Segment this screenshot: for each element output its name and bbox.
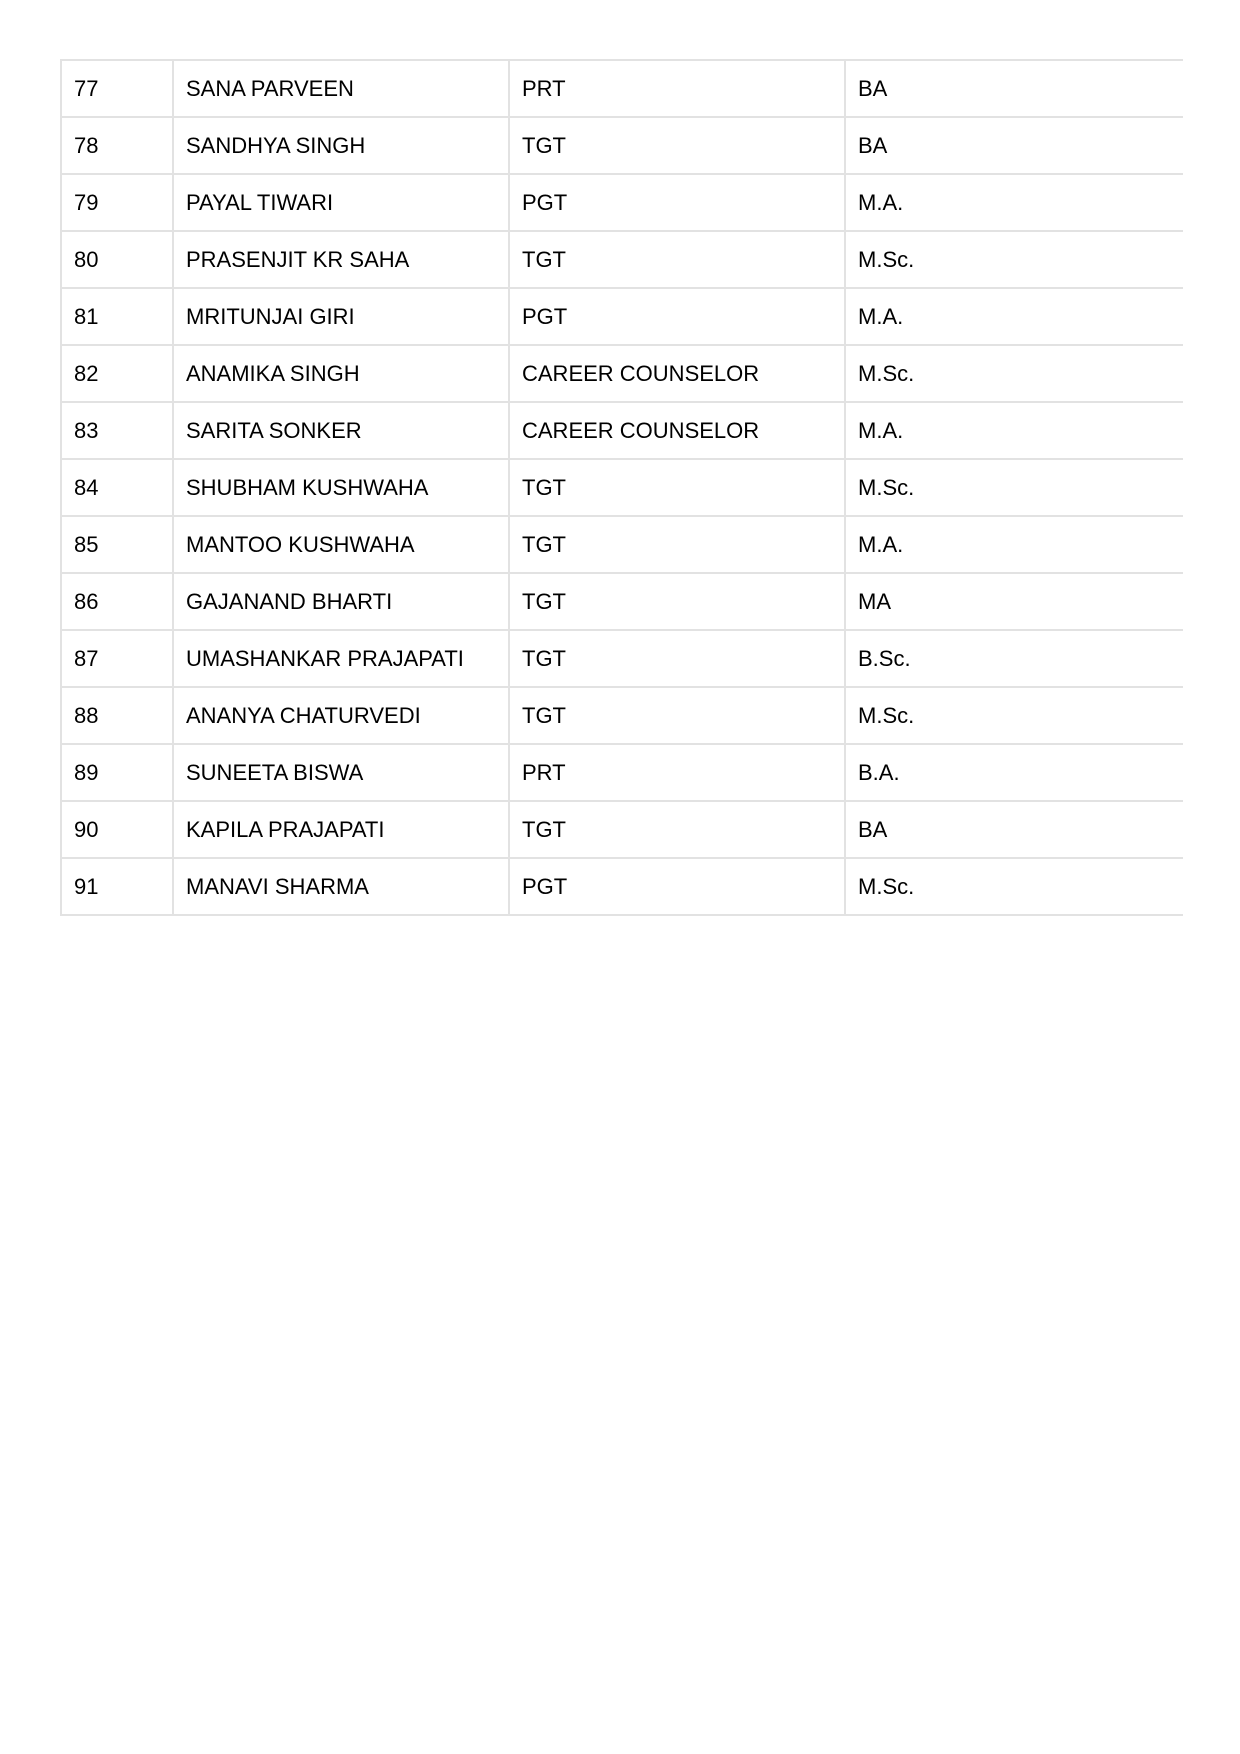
designation-cell: TGT bbox=[509, 231, 845, 288]
designation-cell: TGT bbox=[509, 687, 845, 744]
serial-number-cell: 82 bbox=[61, 345, 173, 402]
designation-cell: PGT bbox=[509, 858, 845, 915]
designation-cell: PGT bbox=[509, 174, 845, 231]
table-row bbox=[61, 858, 1183, 915]
designation-cell: TGT bbox=[509, 630, 845, 687]
serial-number-cell: 81 bbox=[61, 288, 173, 345]
name-cell: KAPILA PRAJAPATI bbox=[173, 801, 509, 858]
designation-cell: PRT bbox=[509, 60, 845, 117]
table-row bbox=[61, 288, 1183, 345]
staff-table bbox=[60, 59, 1183, 916]
qualification-cell: BA bbox=[845, 801, 1183, 858]
table-row bbox=[61, 117, 1183, 174]
name-cell: SANDHYA SINGH bbox=[173, 117, 509, 174]
serial-number-cell: 79 bbox=[61, 174, 173, 231]
designation-cell: TGT bbox=[509, 573, 845, 630]
name-cell: PAYAL TIWARI bbox=[173, 174, 509, 231]
table-row bbox=[61, 174, 1183, 231]
designation-cell: PGT bbox=[509, 288, 845, 345]
table-row bbox=[61, 459, 1183, 516]
qualification-cell: BA bbox=[845, 117, 1183, 174]
serial-number-cell: 83 bbox=[61, 402, 173, 459]
name-cell: GAJANAND BHARTI bbox=[173, 573, 509, 630]
serial-number-cell: 90 bbox=[61, 801, 173, 858]
qualification-cell: M.A. bbox=[845, 402, 1183, 459]
name-cell: ANAMIKA SINGH bbox=[173, 345, 509, 402]
serial-number-cell: 80 bbox=[61, 231, 173, 288]
name-cell: MANAVI SHARMA bbox=[173, 858, 509, 915]
serial-number-cell: 77 bbox=[61, 60, 173, 117]
name-cell: SANA PARVEEN bbox=[173, 60, 509, 117]
qualification-cell: M.A. bbox=[845, 516, 1183, 573]
name-cell: PRASENJIT KR SAHA bbox=[173, 231, 509, 288]
table-row bbox=[61, 516, 1183, 573]
serial-number-cell: 87 bbox=[61, 630, 173, 687]
qualification-cell: M.Sc. bbox=[845, 231, 1183, 288]
serial-number-cell: 91 bbox=[61, 858, 173, 915]
table-row bbox=[61, 630, 1183, 687]
qualification-cell: M.Sc. bbox=[845, 858, 1183, 915]
designation-cell: TGT bbox=[509, 459, 845, 516]
table-row bbox=[61, 744, 1183, 801]
designation-cell: PRT bbox=[509, 744, 845, 801]
name-cell: MRITUNJAI GIRI bbox=[173, 288, 509, 345]
staff-table-body bbox=[61, 60, 1183, 915]
designation-cell: TGT bbox=[509, 801, 845, 858]
table-row bbox=[61, 402, 1183, 459]
table-row bbox=[61, 345, 1183, 402]
designation-cell: CAREER COUNSELOR bbox=[509, 345, 845, 402]
designation-cell: TGT bbox=[509, 117, 845, 174]
name-cell: SHUBHAM KUSHWAHA bbox=[173, 459, 509, 516]
qualification-cell: B.A. bbox=[845, 744, 1183, 801]
qualification-cell: B.Sc. bbox=[845, 630, 1183, 687]
serial-number-cell: 86 bbox=[61, 573, 173, 630]
name-cell: MANTOO KUSHWAHA bbox=[173, 516, 509, 573]
designation-cell: CAREER COUNSELOR bbox=[509, 402, 845, 459]
designation-cell: TGT bbox=[509, 516, 845, 573]
table-row bbox=[61, 573, 1183, 630]
serial-number-cell: 89 bbox=[61, 744, 173, 801]
serial-number-cell: 88 bbox=[61, 687, 173, 744]
table-row bbox=[61, 231, 1183, 288]
qualification-cell: M.A. bbox=[845, 174, 1183, 231]
name-cell: ANANYA CHATURVEDI bbox=[173, 687, 509, 744]
name-cell: SARITA SONKER bbox=[173, 402, 509, 459]
name-cell: SUNEETA BISWA bbox=[173, 744, 509, 801]
serial-number-cell: 84 bbox=[61, 459, 173, 516]
qualification-cell: M.Sc. bbox=[845, 345, 1183, 402]
qualification-cell: M.A. bbox=[845, 288, 1183, 345]
table-row bbox=[61, 60, 1183, 117]
serial-number-cell: 78 bbox=[61, 117, 173, 174]
table-row bbox=[61, 801, 1183, 858]
qualification-cell: BA bbox=[845, 60, 1183, 117]
qualification-cell: MA bbox=[845, 573, 1183, 630]
serial-number-cell: 85 bbox=[61, 516, 173, 573]
table-row bbox=[61, 687, 1183, 744]
qualification-cell: M.Sc. bbox=[845, 687, 1183, 744]
name-cell: UMASHANKAR PRAJAPATI bbox=[173, 630, 509, 687]
qualification-cell: M.Sc. bbox=[845, 459, 1183, 516]
